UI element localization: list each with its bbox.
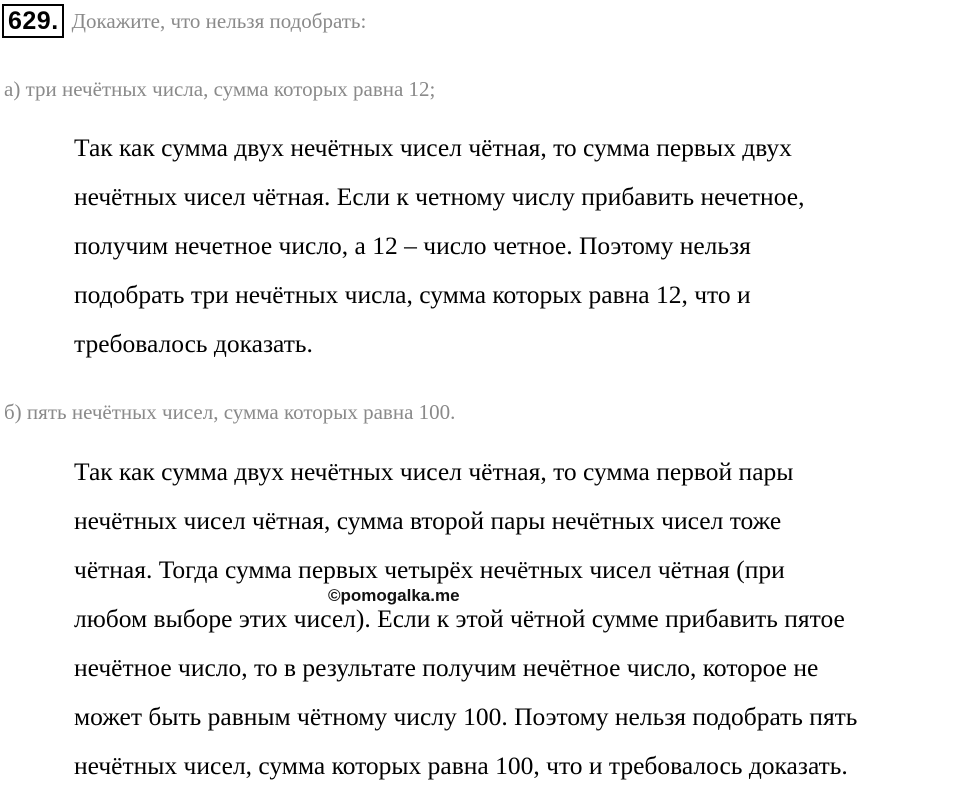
solution-line: любом выборе этих чисел). Если к этой чётной сумме прибавить пятое (74, 604, 845, 633)
part-b-solution (74, 447, 954, 790)
solution-line: требовалось доказать. (74, 329, 313, 358)
problem-number: 629. (2, 4, 64, 38)
solution-line: нечётных чисел, сумма которых равна 100, что и требовалось доказать. (74, 751, 848, 780)
solution-line: нечётное число, то в результате получим нечётное число, которое не (74, 653, 819, 682)
solution-line: получим нечетное число, а 12 – число четное. Поэтому нельзя (74, 231, 751, 260)
problem-statement: Докажите, что нельзя подобрать: (71, 8, 367, 33)
solution-line: может быть равным чётному числу 100. Поэтому нельзя подобрать пять (74, 702, 858, 731)
part-b-label: б) пять нечётных чисел, сумма которых равна 100. (4, 400, 456, 424)
watermark: ©pomogalka.me (328, 586, 460, 605)
solution-line: Так как сумма двух нечётных чисел чётная, то сумма первой пары (74, 457, 794, 486)
solution-line: нечётных чисел чётная. Если к четному числу прибавить нечетное, (74, 182, 805, 211)
solution-line: подобрать три нечётных числа, сумма которых равна 12, что и (74, 280, 751, 309)
solution-line: чётная. Тогда сумма первых четырёх нечётных чисел чётная (при (74, 555, 785, 584)
solution-line: нечётных чисел чётная, сумма второй пары нечётных чисел тоже (74, 506, 782, 535)
part-a-label: а) три нечётных числа, сумма которых равна 12; (4, 77, 436, 101)
solution-line: Так как сумма двух нечётных чисел чётная, то сумма первых двух (74, 133, 792, 162)
problem-header (0, 3, 366, 39)
part-a-solution (74, 123, 954, 368)
